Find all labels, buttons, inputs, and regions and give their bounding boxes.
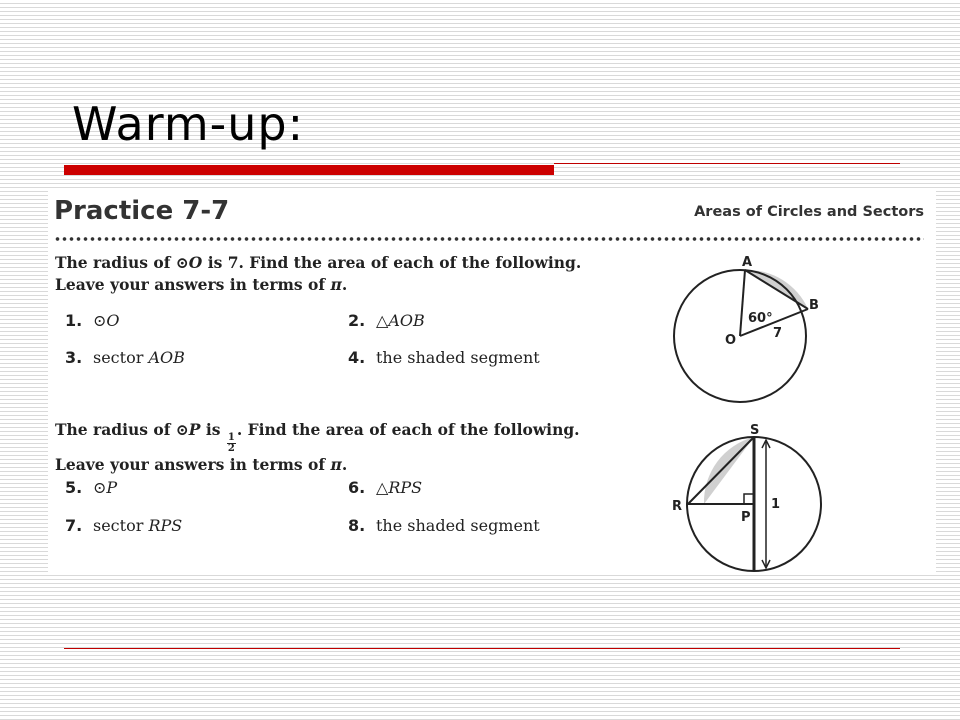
problem-6: 6. △RPS xyxy=(348,478,423,497)
problem-4: 4. the shaded segment xyxy=(348,348,540,367)
slide-title: Warm-up: xyxy=(72,97,305,151)
problem-5: 5. ⊙P xyxy=(65,478,118,497)
footer-rule xyxy=(64,648,900,649)
circle-p-diagram xyxy=(672,423,821,571)
problem-1: 1. ⊙O xyxy=(65,311,120,330)
worksheet-image xyxy=(48,188,936,574)
label-b: B xyxy=(809,298,819,313)
section2-instruction: The radius of ⊙P is $\frac{1}{2}$ . Find the area of each of the following. Leave your answers in terms of π. xyxy=(55,420,580,474)
section1-instruction: The radius of ⊙O is 7. Find the area of each of the following. Leave your answers in terms of π. xyxy=(55,253,582,294)
worksheet-subtitle: Areas of Circles and Sectors xyxy=(694,204,924,220)
label-s: S xyxy=(750,423,760,438)
label-o: O xyxy=(725,333,737,348)
worksheet-title: Practice 7-7 xyxy=(54,196,230,226)
title-underline-thick xyxy=(64,165,554,175)
chord-ab xyxy=(745,270,808,309)
problem-7: 7. sector RPS xyxy=(65,516,183,535)
label-p: P xyxy=(741,510,751,525)
label-angle-60: 60° xyxy=(748,311,773,326)
geometry-diagrams xyxy=(48,188,936,574)
label-radius-7: 7 xyxy=(773,326,783,341)
label-r: R xyxy=(672,499,683,514)
circle-o-diagram xyxy=(674,255,819,402)
title-underline-thin xyxy=(554,163,900,164)
radius-oa xyxy=(740,270,745,336)
label-a: A xyxy=(742,255,753,270)
problem-8: 8. the shaded segment xyxy=(348,516,540,535)
problem-3: 3. sector AOB xyxy=(65,348,185,367)
problem-2: 2. △AOB xyxy=(348,311,425,330)
fraction-one-half: $\frac{1}{2}$ xyxy=(227,432,235,454)
label-diameter-1: 1 xyxy=(771,497,781,512)
